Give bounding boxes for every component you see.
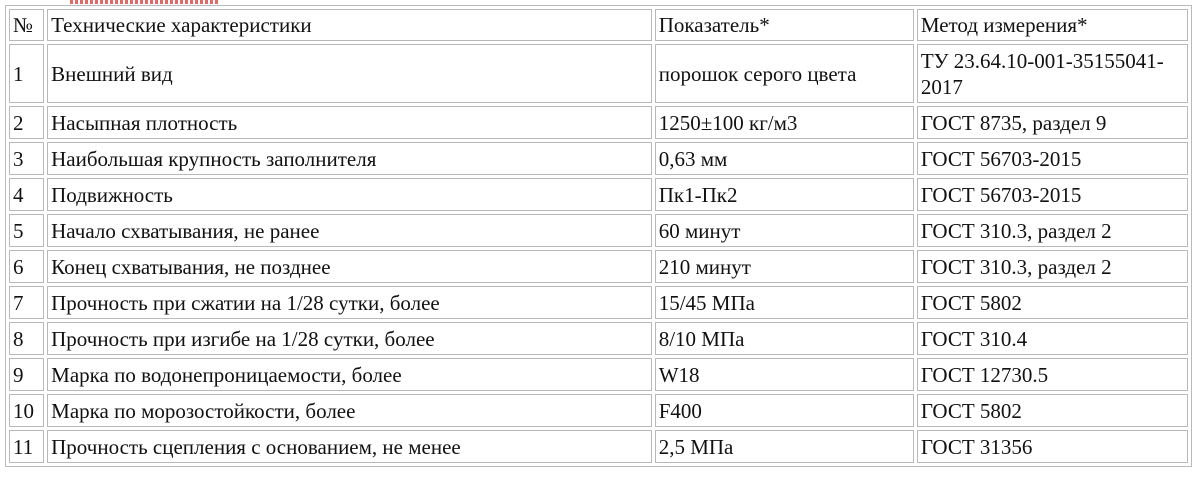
row-method: ГОСТ 8735, раздел 9 <box>917 106 1188 139</box>
row-method: ГОСТ 5802 <box>917 394 1188 427</box>
table-row <box>9 322 1188 355</box>
header-method: Метод измерения* <box>917 9 1188 41</box>
row-method: ГОСТ 56703-2015 <box>917 178 1188 211</box>
row-characteristic: Подвижность <box>47 178 652 211</box>
row-characteristic: Прочность сцепления с основанием, не менее <box>47 430 652 463</box>
table-row <box>9 142 1188 175</box>
row-characteristic: Прочность при сжатии на 1/28 сутки, более <box>47 286 652 319</box>
row-value: порошок серого цвета <box>655 44 914 103</box>
row-number: 5 <box>9 214 44 247</box>
table-row <box>9 44 1188 103</box>
row-value: 15/45 МПа <box>655 286 914 319</box>
row-characteristic: Начало схватывания, не ранее <box>47 214 652 247</box>
row-characteristic: Конец схватывания, не позднее <box>47 250 652 283</box>
row-number: 10 <box>9 394 44 427</box>
row-number: 6 <box>9 250 44 283</box>
row-method: ГОСТ 31356 <box>917 430 1188 463</box>
table-row <box>9 106 1188 139</box>
top-decorative-mark <box>70 0 220 4</box>
table-row <box>9 358 1188 391</box>
row-value: 0,63 мм <box>655 142 914 175</box>
row-number: 9 <box>9 358 44 391</box>
specifications-table <box>5 5 1192 467</box>
row-number: 8 <box>9 322 44 355</box>
row-characteristic: Насыпная плотность <box>47 106 652 139</box>
row-method: ГОСТ 12730.5 <box>917 358 1188 391</box>
row-method: ГОСТ 5802 <box>917 286 1188 319</box>
row-value: 210 минут <box>655 250 914 283</box>
row-number: 11 <box>9 430 44 463</box>
table-row <box>9 430 1188 463</box>
row-method: ГОСТ 310.4 <box>917 322 1188 355</box>
table-row <box>9 214 1188 247</box>
row-characteristic: Прочность при изгибе на 1/28 сутки, более <box>47 322 652 355</box>
row-number: 2 <box>9 106 44 139</box>
row-number: 4 <box>9 178 44 211</box>
header-value: Показатель* <box>655 9 914 41</box>
table-row <box>9 250 1188 283</box>
row-value: W18 <box>655 358 914 391</box>
row-characteristic: Марка по водонепроницаемости, более <box>47 358 652 391</box>
table-row <box>9 178 1188 211</box>
table-row <box>9 394 1188 427</box>
header-number: № <box>9 9 44 41</box>
row-value: 8/10 МПа <box>655 322 914 355</box>
table-header-row <box>9 9 1188 41</box>
row-value: 60 минут <box>655 214 914 247</box>
row-characteristic: Наибольшая крупность заполнителя <box>47 142 652 175</box>
row-characteristic: Марка по морозостойкости, более <box>47 394 652 427</box>
row-method: ГОСТ 56703-2015 <box>917 142 1188 175</box>
row-method: ГОСТ 310.3, раздел 2 <box>917 214 1188 247</box>
row-method: ТУ 23.64.10-001-35155041-2017 <box>917 44 1188 103</box>
row-number: 1 <box>9 44 44 103</box>
row-value: F400 <box>655 394 914 427</box>
row-value: 1250±100 кг/м3 <box>655 106 914 139</box>
row-number: 3 <box>9 142 44 175</box>
row-number: 7 <box>9 286 44 319</box>
row-characteristic: Внешний вид <box>47 44 652 103</box>
row-method: ГОСТ 310.3, раздел 2 <box>917 250 1188 283</box>
row-value: Пк1-Пк2 <box>655 178 914 211</box>
header-characteristics: Технические характеристики <box>47 9 652 41</box>
table-row <box>9 286 1188 319</box>
row-value: 2,5 МПа <box>655 430 914 463</box>
